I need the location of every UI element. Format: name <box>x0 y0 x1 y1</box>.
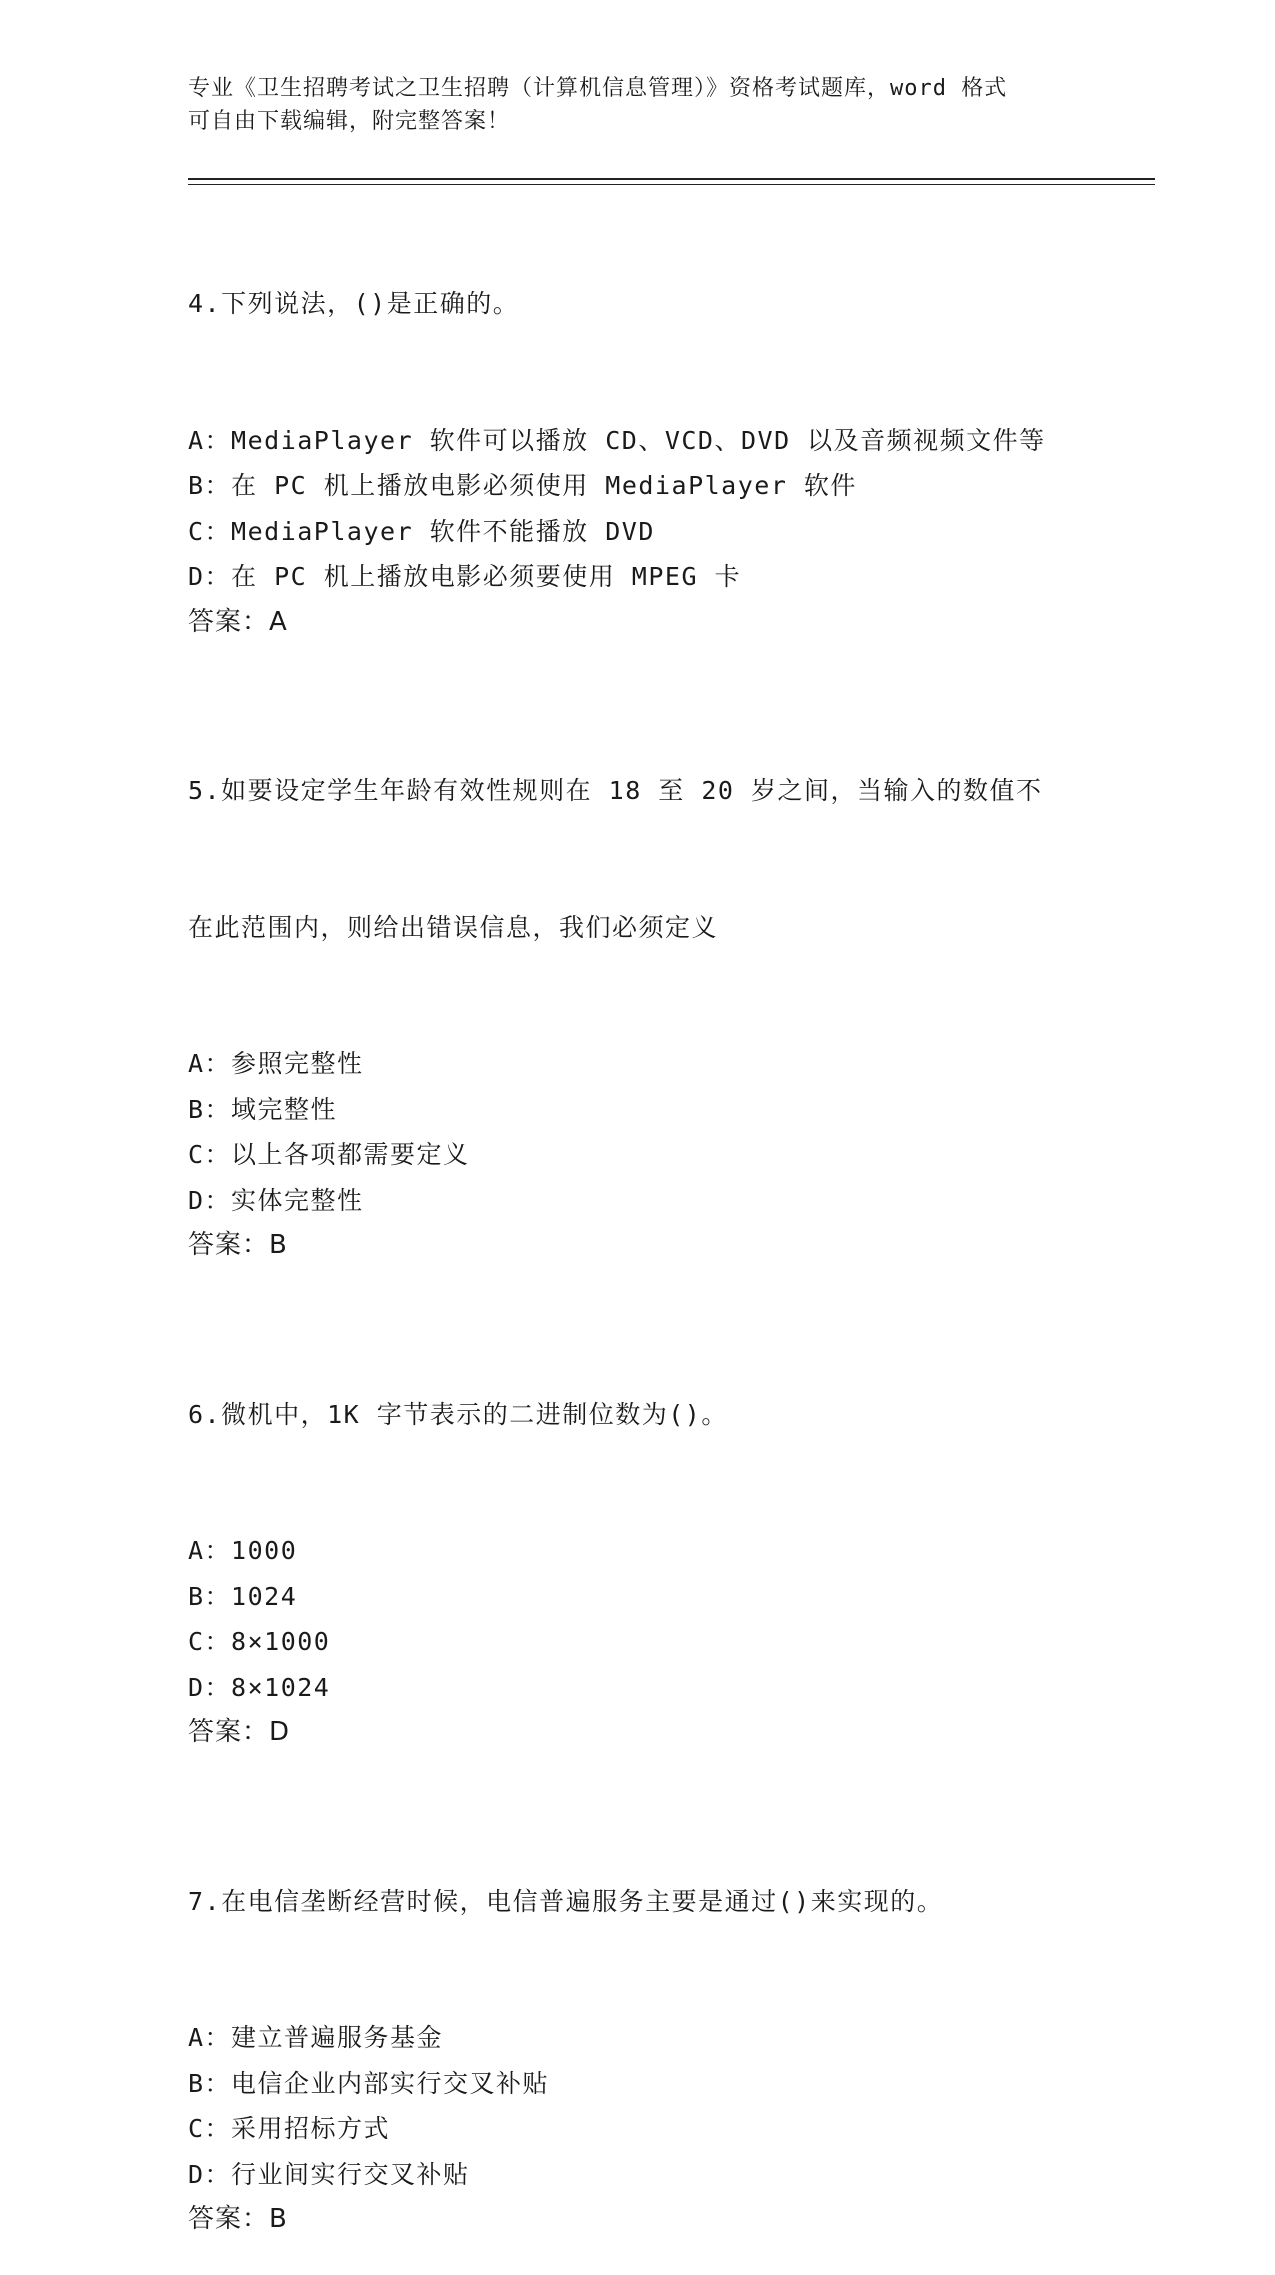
question-stem-line: 6.微机中，1K 字节表示的二进制位数为()。 <box>188 1399 728 1429</box>
question-7 <box>188 1788 1088 2243</box>
option-c: C：采用招标方式 <box>188 2114 391 2143</box>
option-c: C：MediaPlayer 软件不能播放 DVD <box>188 516 655 546</box>
answer-line: 答案：D <box>188 1717 291 1747</box>
header-divider-thick <box>188 178 1155 180</box>
question-stem-line: 4.下列说法，()是正确的。 <box>188 289 520 318</box>
option-b: B：1024 <box>188 1581 298 1611</box>
answer-line: 答案：B <box>188 2204 288 2234</box>
question-stem <box>188 190 1088 418</box>
header-divider-thin <box>188 184 1155 185</box>
question-stem-line: 在此范围内，则给出错误信息，我们必须定义 <box>188 912 719 942</box>
answer-line: 答案：A <box>188 606 288 637</box>
option-c: C：8×1000 <box>188 1627 331 1656</box>
option-b: B：域完整性 <box>188 1094 338 1124</box>
answer-line: 答案：B <box>188 1230 288 1260</box>
question-stem <box>188 1788 1088 2016</box>
question-stem-line: 5.如要设定学生年龄有效性规则在 18 至 20 岁之间，当输入的数值不 <box>188 776 1043 805</box>
question-stem-line: 7.在电信垄断经营时候，电信普遍服务主要是通过()来实现的。 <box>188 1886 944 1916</box>
option-a: A：参照完整性 <box>188 1049 364 1078</box>
question-stem <box>188 677 1088 1041</box>
option-b: B：在 PC 机上播放电影必须使用 MediaPlayer 软件 <box>188 471 857 500</box>
option-d: D：行业间实行交叉补贴 <box>188 2159 470 2189</box>
document-header <box>188 72 1088 138</box>
header-line-2: 可自由下载编辑，附完整答案！ <box>188 109 511 134</box>
question-list <box>188 190 1088 2275</box>
option-d: D：8×1024 <box>188 1672 331 1702</box>
question-6 <box>188 1301 1088 1756</box>
option-a: A：建立普遍服务基金 <box>188 2023 444 2052</box>
question-4 <box>188 190 1088 645</box>
option-d: D：在 PC 机上播放电影必须要使用 MPEG 卡 <box>188 562 742 591</box>
option-c: C：以上各项都需要定义 <box>188 1140 470 1169</box>
option-d: D：实体完整性 <box>188 1185 364 1215</box>
option-a: A：1000 <box>188 1536 298 1565</box>
option-a: A：MediaPlayer 软件可以播放 CD、VCD、DVD 以及音频视频文件等 <box>188 425 1046 455</box>
option-b: B：电信企业内部实行交叉补贴 <box>188 2068 550 2098</box>
question-5 <box>188 677 1088 1269</box>
header-line-1: 专业《卫生招聘考试之卫生招聘（计算机信息管理）》资格考试题库，word 格式 <box>188 76 1008 101</box>
question-stem <box>188 1301 1088 1529</box>
